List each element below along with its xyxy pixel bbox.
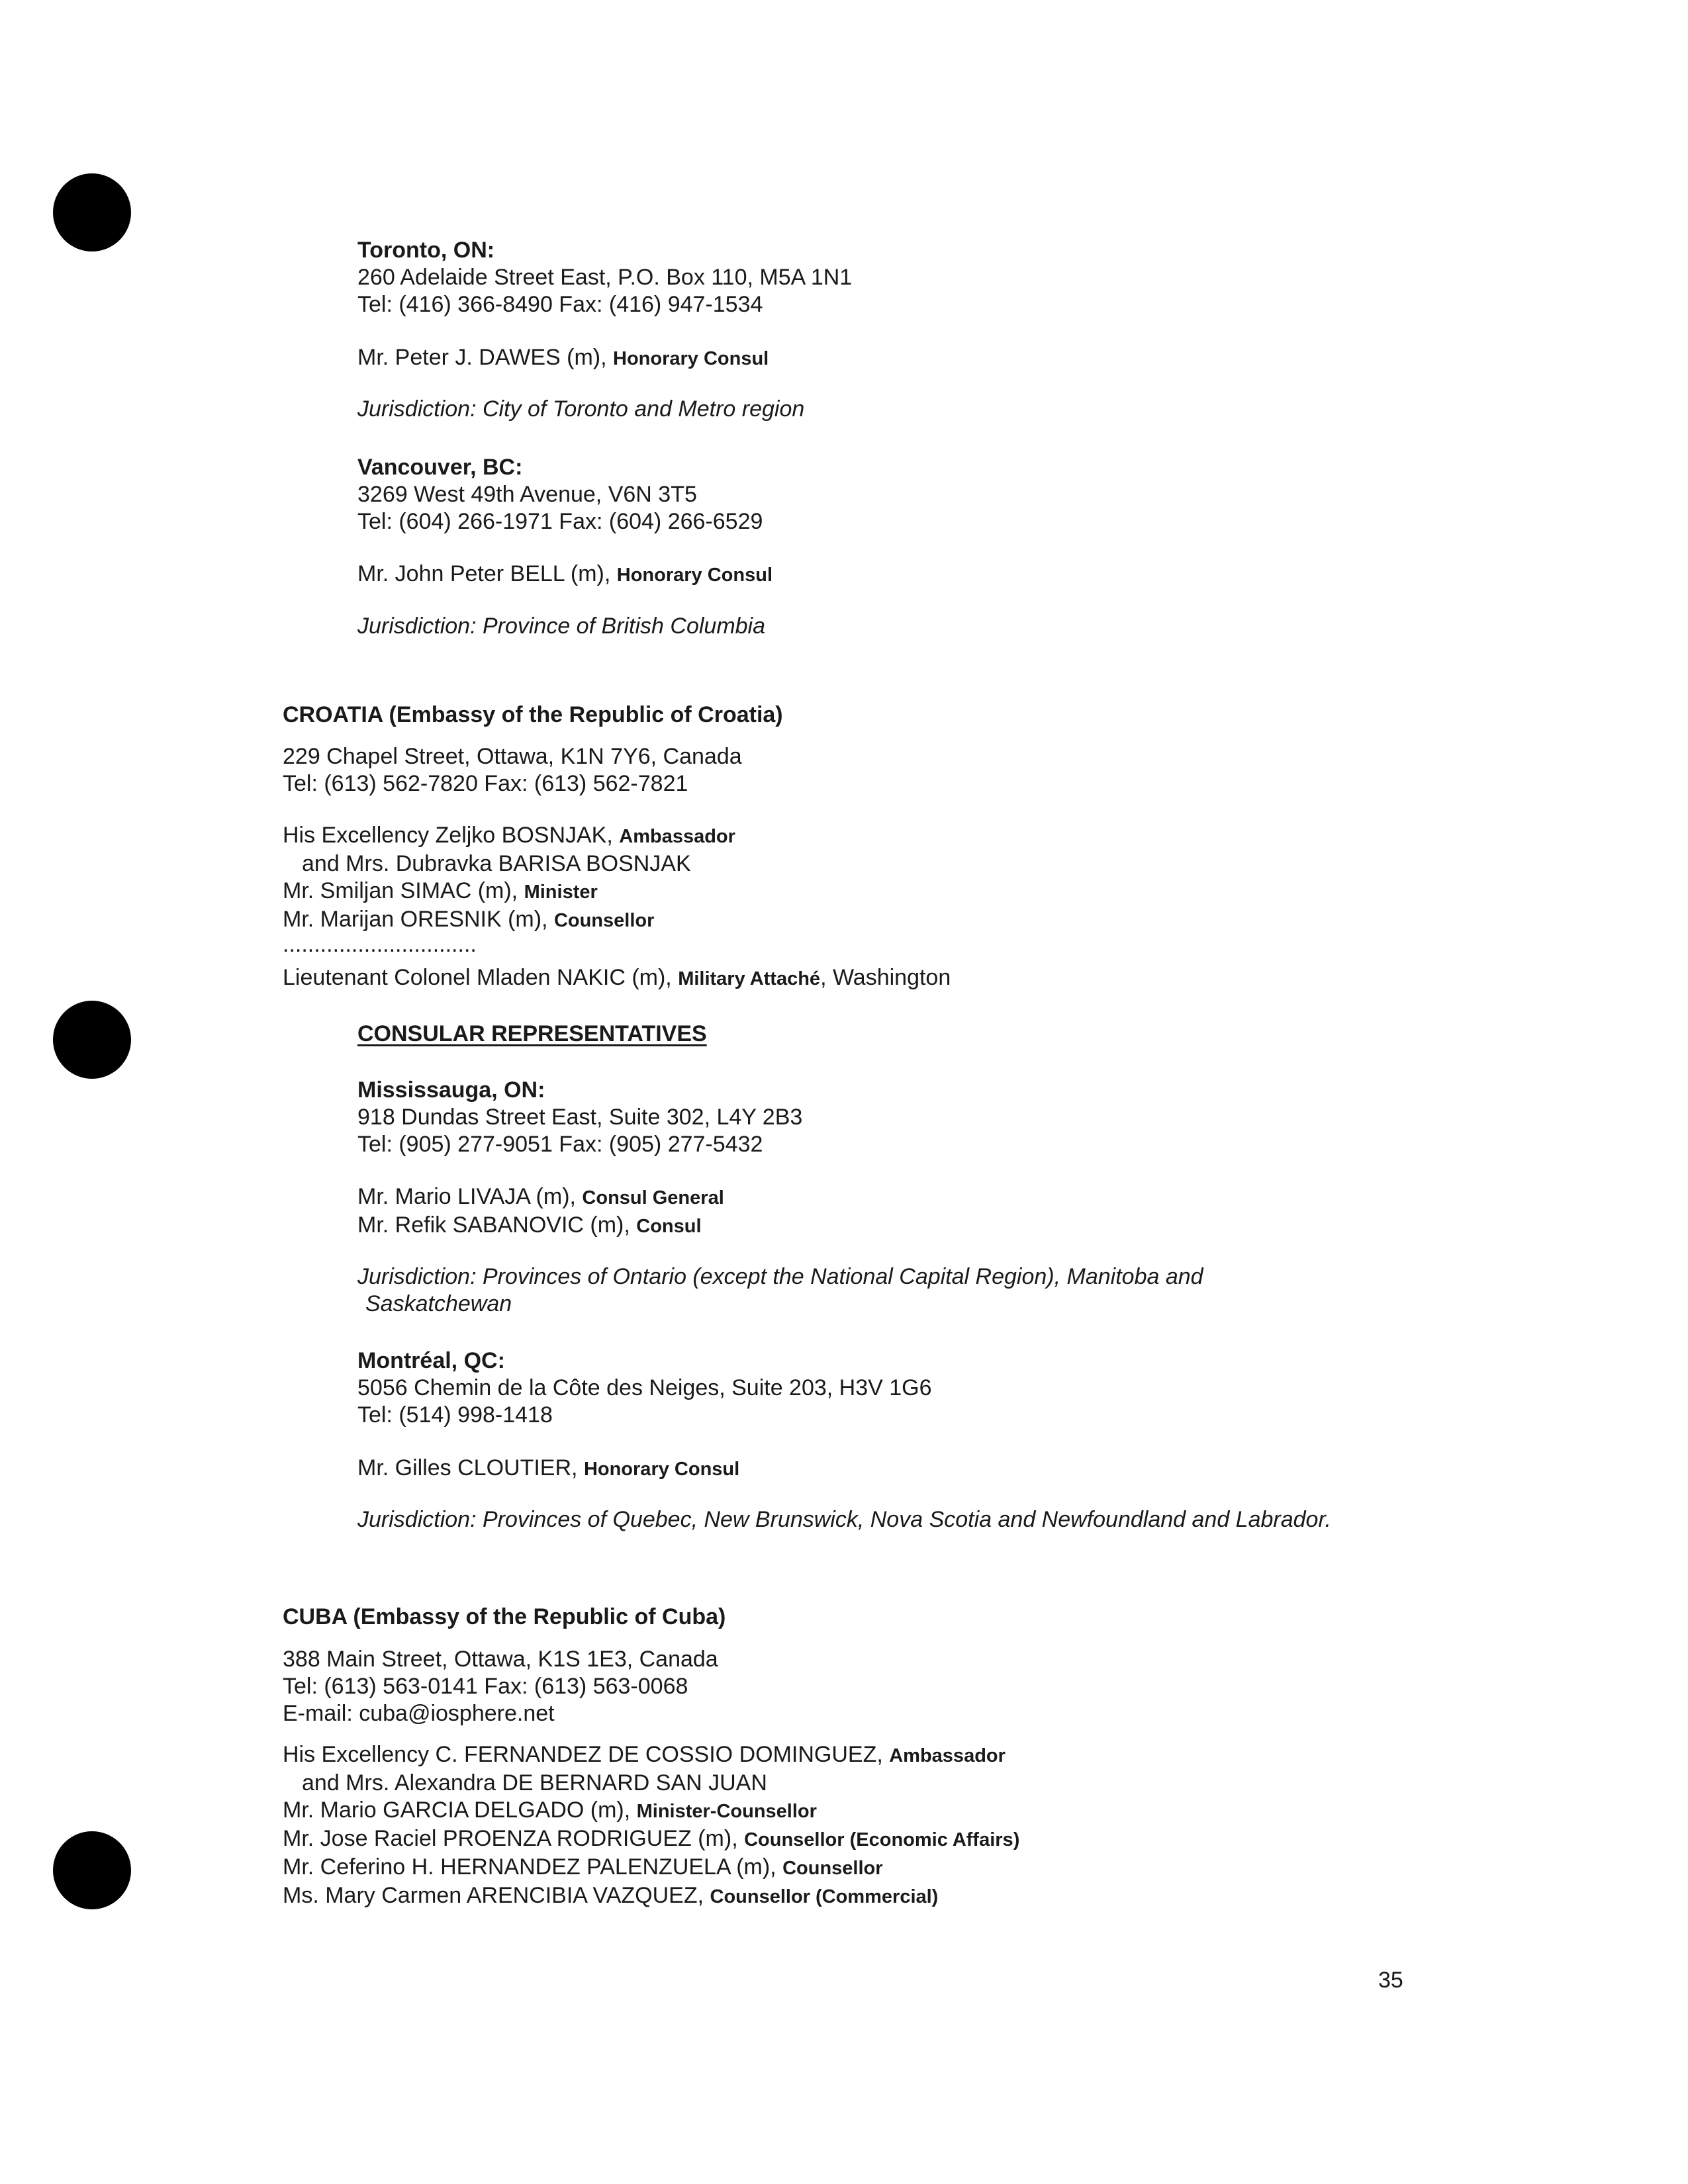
person-title: Minister-Counsellor (636, 1801, 817, 1822)
person-title: Consul (636, 1216, 702, 1237)
person-title: Honorary Consul (613, 348, 769, 369)
binder-hole (53, 1831, 131, 1909)
person-title: Consul General (582, 1187, 724, 1208)
jurisdiction: Jurisdiction: Province of British Columbia (357, 614, 766, 639)
staff-entry (283, 964, 951, 993)
person-title: Counsellor (553, 910, 655, 931)
toronto-section (357, 237, 852, 318)
jurisdiction-line: Jurisdiction: Provinces of Ontario (except the National Capital Region), Manitoba and (357, 1264, 1203, 1289)
phone: Tel: (514) 998-1418 (357, 1402, 553, 1428)
address: 918 Dundas Street East, Suite 302, L4Y 2B3 (357, 1105, 803, 1130)
person-name: Mr. Mario GARCIA DELGADO (m), (283, 1797, 637, 1823)
phone-fax: Tel: (613) 562-7820 Fax: (613) 562-7821 (283, 771, 688, 796)
binder-hole (53, 1001, 131, 1079)
person-title: Honorary Consul (583, 1459, 740, 1480)
person-name: Mr. Jose Raciel PROENZA RODRIGUEZ (m), (283, 1826, 745, 1851)
location-suffix: , Washington (820, 965, 951, 990)
section-heading: Vancouver, BC: (357, 455, 523, 480)
person-title: Ambassador (889, 1745, 1006, 1766)
staff-entry (357, 561, 773, 589)
person-name: Mr. Ceferino H. HERNANDEZ PALENZUELA (m), (283, 1854, 783, 1880)
page-number: 35 (1378, 1968, 1403, 1993)
person-name: Mr. Peter J. DAWES (m), (357, 345, 613, 370)
person-name: Mr. Marijan ORESNIK (m), (283, 907, 554, 932)
person-name: His Excellency Zeljko BOSNJAK, (283, 823, 620, 848)
person-name: Mr. Refik SABANOVIC (m), (357, 1212, 637, 1238)
phone-fax: Tel: (604) 266-1971 Fax: (604) 266-6529 (357, 509, 763, 534)
staff-list (357, 1183, 724, 1240)
jurisdiction-line: Saskatchewan (365, 1291, 512, 1316)
jurisdiction: Jurisdiction: City of Toronto and Metro region (357, 396, 805, 422)
person-title: Ambassador (619, 826, 735, 847)
section-heading: Mississauga, ON: (357, 1077, 545, 1103)
person-name: His Excellency C. FERNANDEZ DE COSSIO DOMINGUEZ, (283, 1742, 890, 1767)
person-title: Counsellor (Commercial) (710, 1886, 939, 1907)
country-heading: CUBA (Embassy of the Republic of Cuba) (283, 1604, 726, 1629)
embassy-contact (283, 743, 742, 797)
phone-fax: Tel: (416) 366-8490 Fax: (416) 947-1534 (357, 292, 763, 317)
person-name: Lieutenant Colonel Mladen NAKIC (m), (283, 965, 679, 990)
jurisdiction (357, 1263, 1203, 1318)
person-title: Military Attaché (678, 968, 821, 989)
consular-heading: CONSULAR REPRESENTATIVES (357, 1021, 707, 1046)
person-name: Mr. John Peter BELL (m), (357, 561, 617, 586)
person-name: Ms. Mary Carmen ARENCIBIA VAZQUEZ, (283, 1883, 710, 1908)
address: 3269 West 49th Avenue, V6N 3T5 (357, 482, 697, 507)
person-title: Counsellor (Economic Affairs) (744, 1829, 1020, 1850)
address: 5056 Chemin de la Côte des Neiges, Suite 203, H3V 1G6 (357, 1375, 932, 1400)
person-name: Mr. Gilles CLOUTIER, (357, 1455, 584, 1480)
montreal-section (357, 1347, 932, 1429)
address: 260 Adelaide Street East, P.O. Box 110, M5A 1N1 (357, 265, 853, 290)
vancouver-section (357, 454, 763, 535)
person-title: Counsellor (782, 1858, 883, 1879)
staff-entry (357, 1455, 739, 1483)
email: E-mail: cuba@iosphere.net (283, 1701, 555, 1726)
embassy-contact (283, 1646, 718, 1727)
dotted-separator: ............................... (283, 932, 477, 957)
person-name: Mr. Mario LIVAJA (m), (357, 1184, 583, 1209)
spouse-name: and Mrs. Dubravka BARISA BOSNJAK (302, 851, 691, 876)
person-name: Mr. Smiljan SIMAC (m), (283, 878, 524, 903)
phone-fax: Tel: (613) 563-0141 Fax: (613) 563-0068 (283, 1674, 688, 1699)
staff-entry (357, 344, 769, 373)
phone-fax: Tel: (905) 277-9051 Fax: (905) 277-5432 (357, 1132, 763, 1157)
jurisdiction: Jurisdiction: Provinces of Quebec, New Brunswick, Nova Scotia and Newfoundland and Labrador. (357, 1507, 1331, 1532)
binder-hole (53, 173, 131, 251)
staff-list (283, 1741, 1019, 1911)
country-heading: CROATIA (Embassy of the Republic of Croatia) (283, 702, 783, 727)
staff-list (283, 822, 735, 957)
spouse-name: and Mrs. Alexandra DE BERNARD SAN JUAN (302, 1770, 767, 1796)
section-heading: Montréal, QC: (357, 1348, 505, 1373)
mississauga-section (357, 1077, 802, 1158)
address: 388 Main Street, Ottawa, K1S 1E3, Canada (283, 1647, 718, 1672)
person-title: Honorary Consul (616, 565, 773, 586)
section-heading: Toronto, ON: (357, 238, 495, 263)
person-title: Minister (524, 882, 598, 903)
address: 229 Chapel Street, Ottawa, K1N 7Y6, Canada (283, 744, 742, 769)
